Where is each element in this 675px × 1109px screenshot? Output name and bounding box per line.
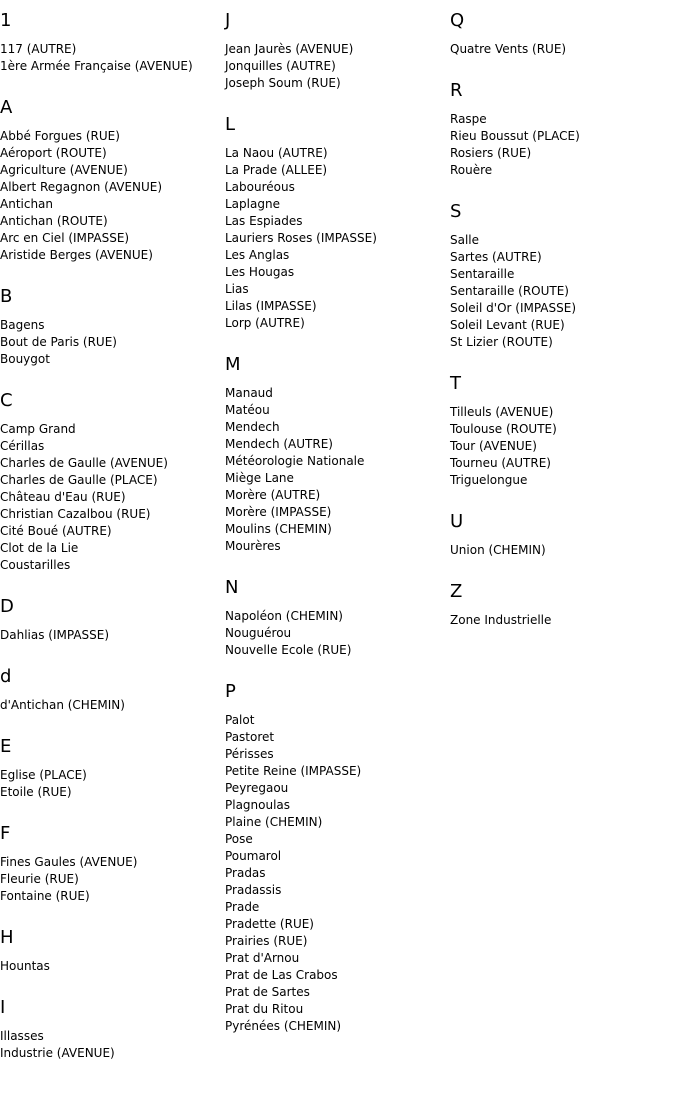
street-link[interactable]: Nouvelle Ecole (RUE) — [225, 643, 352, 657]
letter-heading: E — [0, 736, 12, 757]
street-link[interactable]: 117 (AUTRE) — [0, 42, 77, 56]
letter-heading: D — [0, 596, 14, 617]
street-link[interactable]: Salle — [450, 233, 480, 247]
street-link[interactable]: Industrie (AVENUE) — [0, 1046, 115, 1060]
index-column-3 — [450, 10, 670, 651]
street-link[interactable]: Fontaine (RUE) — [0, 889, 90, 903]
street-link[interactable]: Petite Reine (IMPASSE) — [225, 764, 362, 778]
street-link[interactable]: Pyrénées (CHEMIN) — [225, 1019, 342, 1033]
street-link[interactable]: Raspe — [450, 112, 487, 126]
letter-heading: R — [450, 80, 463, 101]
street-link[interactable]: Dahlias (IMPASSE) — [0, 628, 110, 642]
street-link[interactable]: Clot de la Lie — [0, 541, 79, 555]
street-link[interactable]: Fleurie (RUE) — [0, 872, 79, 886]
letter-heading: H — [0, 927, 14, 948]
letter-group — [225, 577, 445, 659]
letter-group — [0, 997, 220, 1062]
street-link[interactable]: Coustarilles — [0, 558, 71, 572]
street-link[interactable]: Lorp (AUTRE) — [225, 316, 305, 330]
street-link[interactable]: Soleil d'Or (IMPASSE) — [450, 301, 577, 315]
street-link[interactable]: Hountas — [0, 959, 50, 973]
street-link[interactable]: Tour (AVENUE) — [450, 439, 537, 453]
street-link[interactable]: Abbé Forgues (RUE) — [0, 129, 120, 143]
street-link[interactable]: Union (CHEMIN) — [450, 543, 546, 557]
street-link[interactable]: Aristide Berges (AVENUE) — [0, 248, 153, 262]
street-link[interactable]: Arc en Ciel (IMPASSE) — [0, 231, 130, 245]
letter-heading: 1 — [0, 10, 12, 31]
street-link[interactable]: Mourères — [225, 539, 281, 553]
letter-heading: C — [0, 390, 13, 411]
letter-heading: N — [225, 577, 239, 598]
street-link[interactable]: Fines Gaules (AVENUE) — [0, 855, 138, 869]
letter-heading: I — [0, 997, 6, 1018]
street-link[interactable]: Laplagne — [225, 197, 280, 211]
letter-heading: T — [450, 373, 461, 394]
street-link[interactable]: Plaine (CHEMIN) — [225, 815, 323, 829]
letter-heading: F — [0, 823, 11, 844]
letter-group — [0, 927, 220, 975]
street-link[interactable]: Manaud — [225, 386, 273, 400]
letter-heading: B — [0, 286, 13, 307]
street-link[interactable]: Pradette (RUE) — [225, 917, 314, 931]
street-link[interactable]: Napoléon (CHEMIN) — [225, 609, 343, 623]
street-link[interactable]: Mendech (AUTRE) — [225, 437, 333, 451]
letter-group — [225, 10, 445, 92]
street-link[interactable]: Camp Grand — [0, 422, 76, 436]
letter-group — [0, 596, 220, 644]
street-link[interactable]: Tilleuls (AVENUE) — [450, 405, 554, 419]
letter-group — [450, 581, 670, 629]
street-link[interactable]: Jonquilles (AUTRE) — [225, 59, 336, 73]
street-link[interactable]: Moulins (CHEMIN) — [225, 522, 332, 536]
street-link[interactable]: Les Anglas — [225, 248, 290, 262]
street-link[interactable]: Matéou — [225, 403, 270, 417]
letter-group — [0, 823, 220, 905]
letter-group — [450, 511, 670, 559]
street-link[interactable]: Palot — [225, 713, 255, 727]
letter-group — [0, 97, 220, 264]
street-link[interactable]: Morère (IMPASSE) — [225, 505, 332, 519]
street-link[interactable]: Antichan (ROUTE) — [0, 214, 108, 228]
street-link[interactable]: Peyregaou — [225, 781, 289, 795]
street-link[interactable]: Lauriers Roses (IMPASSE) — [225, 231, 377, 245]
letter-group — [450, 373, 670, 489]
letter-group — [450, 201, 670, 351]
letter-group — [0, 390, 220, 574]
street-link[interactable]: Quatre Vents (RUE) — [450, 42, 567, 56]
street-link[interactable]: Las Espiades — [225, 214, 303, 228]
letter-group — [0, 666, 220, 714]
street-link[interactable]: Prairies (RUE) — [225, 934, 308, 948]
street-link[interactable]: Aéroport (ROUTE) — [0, 146, 107, 160]
letter-heading: Q — [450, 10, 465, 31]
street-link[interactable]: Toulouse (ROUTE) — [450, 422, 557, 436]
street-link[interactable]: Tourneu (AUTRE) — [450, 456, 551, 470]
street-link[interactable]: La Prade (ALLEE) — [225, 163, 328, 177]
street-link[interactable]: Cité Boué (AUTRE) — [0, 524, 112, 538]
street-link[interactable]: Bagens — [0, 318, 45, 332]
street-link[interactable]: Morère (AUTRE) — [225, 488, 321, 502]
street-link[interactable]: Cérillas — [0, 439, 45, 453]
street-link[interactable]: Pradas — [225, 866, 266, 880]
street-link[interactable]: La Naou (AUTRE) — [225, 146, 328, 160]
letter-group — [225, 354, 445, 555]
street-link[interactable]: Pastoret — [225, 730, 275, 744]
street-link[interactable]: Prat de Las Crabos — [225, 968, 338, 982]
street-link[interactable]: Rosiers (RUE) — [450, 146, 532, 160]
street-link[interactable]: Rouère — [450, 163, 493, 177]
letter-group — [0, 736, 220, 801]
street-link[interactable]: Charles de Gaulle (AVENUE) — [0, 456, 168, 470]
letter-heading: Z — [450, 581, 463, 602]
street-link[interactable]: Agriculture (AVENUE) — [0, 163, 128, 177]
street-link[interactable]: Prat d'Arnou — [225, 951, 300, 965]
index-column-1 — [0, 10, 220, 1084]
street-link[interactable]: Rieu Boussut (PLACE) — [450, 129, 580, 143]
index-column-2 — [225, 10, 445, 1057]
street-link[interactable]: Sentaraille (ROUTE) — [450, 284, 569, 298]
letter-heading: M — [225, 354, 241, 375]
street-link[interactable]: Antichan — [0, 197, 54, 211]
street-link[interactable]: Plagnoulas — [225, 798, 291, 812]
letter-heading: S — [450, 201, 462, 222]
letter-heading: J — [225, 10, 231, 31]
letter-group — [225, 681, 445, 1035]
street-link[interactable]: Miège Lane — [225, 471, 294, 485]
letter-group — [0, 286, 220, 368]
letter-heading: A — [0, 97, 13, 118]
street-link[interactable]: d'Antichan (CHEMIN) — [0, 698, 125, 712]
street-link[interactable]: Bouygot — [0, 352, 50, 366]
street-link[interactable]: Illasses — [0, 1029, 44, 1043]
letter-group — [225, 114, 445, 332]
street-link[interactable]: Périsses — [225, 747, 274, 761]
street-link[interactable]: 1ère Armée Française (AVENUE) — [0, 59, 193, 73]
street-link[interactable]: Sentaraille — [450, 267, 515, 281]
letter-group — [450, 10, 670, 58]
street-link[interactable]: Les Hougas — [225, 265, 295, 279]
street-link[interactable]: Poumarol — [225, 849, 282, 863]
street-link[interactable]: Labouréous — [225, 180, 295, 194]
street-link[interactable]: Bout de Paris (RUE) — [0, 335, 117, 349]
street-link[interactable]: Zone Industrielle — [450, 613, 552, 627]
street-link[interactable]: Jean Jaurès (AVENUE) — [225, 42, 354, 56]
street-link[interactable]: Prade — [225, 900, 260, 914]
letter-heading: L — [225, 114, 236, 135]
letter-heading: P — [225, 681, 236, 702]
street-link[interactable]: Lilas (IMPASSE) — [225, 299, 317, 313]
street-link[interactable]: Soleil Levant (RUE) — [450, 318, 565, 332]
street-link[interactable]: Sartes (AUTRE) — [450, 250, 542, 264]
street-link[interactable]: Charles de Gaulle (PLACE) — [0, 473, 158, 487]
street-link[interactable]: Prat de Sartes — [225, 985, 310, 999]
street-link[interactable]: Pradassis — [225, 883, 282, 897]
letter-heading: U — [450, 511, 464, 532]
street-link[interactable]: Etoile (RUE) — [0, 785, 72, 799]
street-link[interactable]: Météorologie Nationale — [225, 454, 365, 468]
street-link[interactable]: Lias — [225, 282, 249, 296]
street-link[interactable]: Prat du Ritou — [225, 1002, 304, 1016]
street-link[interactable]: Joseph Soum (RUE) — [225, 76, 341, 90]
street-link[interactable]: Pose — [225, 832, 253, 846]
street-link[interactable]: St Lizier (ROUTE) — [450, 335, 553, 349]
street-link[interactable]: Eglise (PLACE) — [0, 768, 87, 782]
letter-group — [450, 80, 670, 179]
street-link[interactable]: Triguelongue — [450, 473, 528, 487]
street-link[interactable]: Château d'Eau (RUE) — [0, 490, 126, 504]
letter-group — [0, 10, 220, 75]
street-link[interactable]: Mendech — [225, 420, 280, 434]
letter-heading: d — [0, 666, 12, 687]
street-link[interactable]: Albert Regagnon (AVENUE) — [0, 180, 163, 194]
street-link[interactable]: Christian Cazalbou (RUE) — [0, 507, 151, 521]
street-link[interactable]: Nouguérou — [225, 626, 292, 640]
